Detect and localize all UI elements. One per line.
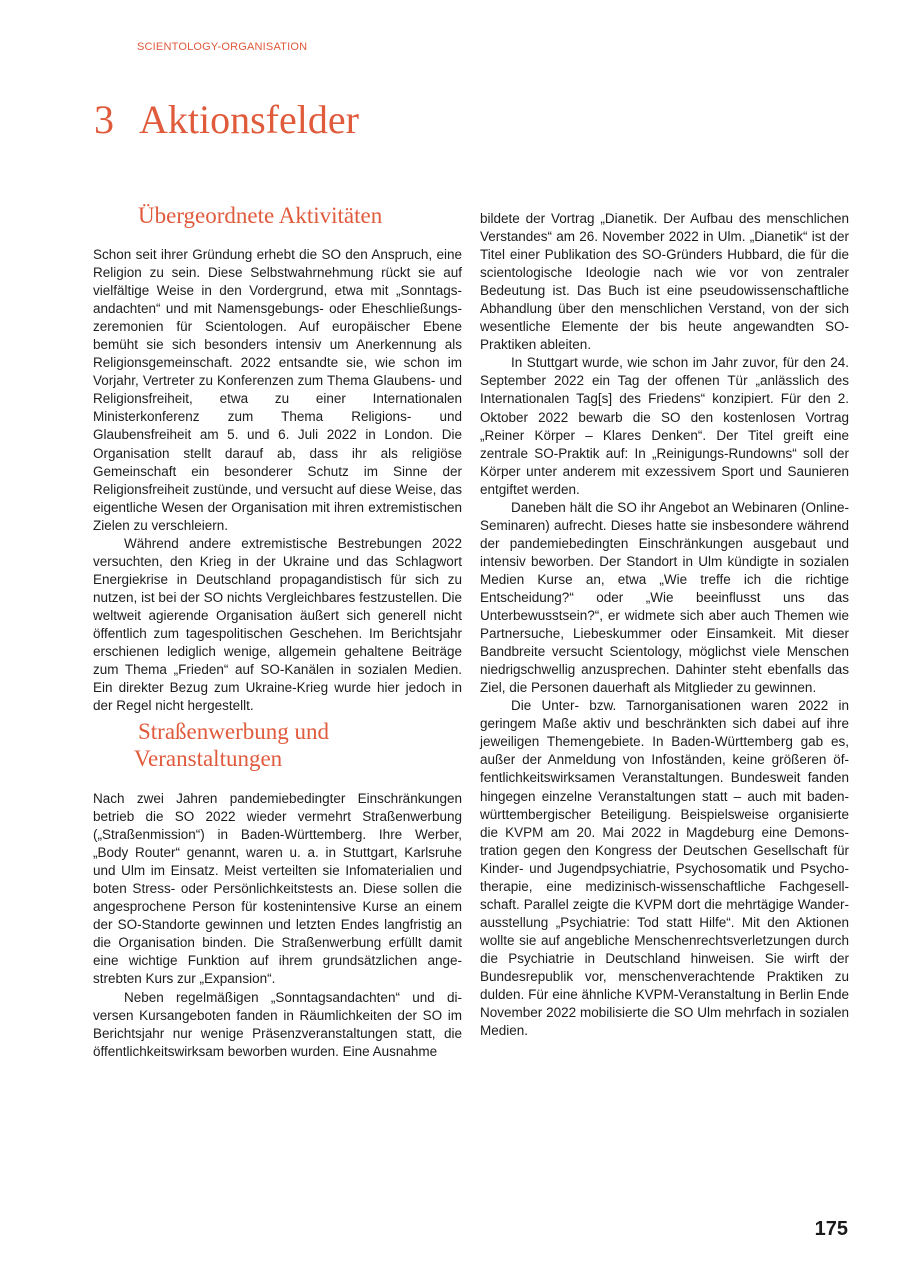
paragraph-group-left-2 (93, 790, 462, 1061)
chapter-number: 3 (94, 97, 114, 142)
paragraph: In Stuttgart wurde, wie schon im Jahr zuvor, für den 24. September 2022 ein Tag der offenen Tür „anlässlich des Internationalen Tag[s] des Friedens“ konzipiert. Für den 2. Oktober 2022 bewarb die SO den kostenlosen Vortrag „Reiner Körper – Klares Denken“. Der Titel greift eine zentrale SO-Praktik auf: In „Reinigungs-Rundowns“ soll der Körper unter anderem mit exzessivem Sport und Saunieren entgiftet werden. (480, 355, 849, 497)
paragraph: Schon seit ihrer Gründung erhebt die SO den Anspruch, eine Religion zu sein. Diese Selbstwahrnehmung rückt sie auf vielfältige Weise in den Vordergrund, etwa mit „Sonntagsandachten“ und mit Namensgebungs- oder Eheschließungszeremonien für Scientologen. Auf europäischer Ebene bemüht sie sich besonders intensiv um Anerkennung als Religionsgemeinschaft. 2022 entsandte sie, wie schon im Vorjahr, Vertreter zu Konferenzen zum Thema Glaubens- und Religionsfreiheit, etwa zu einer Internationalen Ministerkonferenz zum Thema Religions- und Glaubensfreiheit am 5. und 6. Juli 2022 in London. Die Organisation stellt darauf ab, dass ihr als religiöse Gemeinschaft ein besonderer Schutz im Sinne der Religionsfreiheit zustünde, und versucht auf diese Weise, das eigentliche Wesen der Organisation mit ihren extremistischen Zielen zu verschleiern. (93, 247, 462, 533)
paragraph: Nach zwei Jahren pandemiebedingter Einschränkungen betrieb die SO 2022 wieder vermehrt Straßenwerbung („Straßenmission“) in Baden-Württemberg. Ihre Werber, „Body Router“ genannt, waren u. a. in Stuttgart, Karlsruhe und Ulm im Einsatz. Meist verteilten sie Infomaterialien und boten Stress- oder Persönlichkeitstests an. Diese sollen die angesprochene Person für kostenintensive Kurse an einem der SO-Standorte gewinnen und letzten Endes langfristig an die Organisation binden. Die Straßenwerbung erfüllt damit eine wichtige Funktion auf ihrem grundsätzlichen angestrebten Kurs zur „Expansion“. (93, 791, 462, 987)
section-heading-line-2: Veranstaltungen (134, 746, 283, 771)
page-number: 175 (814, 1218, 848, 1240)
paragraph-group-right (480, 210, 849, 1040)
section-heading-line-1: Straßenwerbung und (138, 719, 329, 744)
section-heading-overarching-activities: Übergeordnete Aktivitäten (138, 203, 383, 228)
paragraph: Neben regelmäßigen „Sonntagsandachten“ und diversen Kursangeboten fanden in Räumlichkeiten der SO im Berichtsjahr nur wenige Präsenzveranstaltungen statt, die öffentlichkeitswirksam beworben wurden. Eine Ausnahme (93, 989, 462, 1059)
paragraph: Daneben hält die SO ihr Angebot an Webinaren (Online-Seminaren) aufrecht. Dieses hatte sie insbesondere während der pandemiebedingten Einschränkungen ausgebaut und intensiv beworben. Der Standort in Ulm kündigte in sozialen Medien Kurse an, etwa „Wie treffe ich die richtige Entscheidung?“ oder „Wie beeinflusst uns das Unterbewusstsein?“, er widmete sich aber auch Themen wie Partnersuche, Liebeskummer oder Einsamkeit. Mit dieser Bandbreite versucht Scientology, möglichst viele Menschen niedrigschwellig anzusprechen. Dahinter steht ebenfalls das Ziel, die Personen dauerhaft als Mitglieder zu gewinnen. (480, 499, 849, 696)
paragraph: Die Unter- bzw. Tarnorganisationen waren 2022 in geringem Maße aktiv und beschränkten sich dabei auf ihre jeweiligen Themengebiete. In Baden-Württemberg gab es, außer der Anmeldung von Infoständen, keine größeren öffentlichkeitswirksamen Veranstaltungen. Bundesweit fanden hingegen einzelne Veranstaltungen statt – auch mit baden-württembergischer Beteiligung. Beispielsweise organisierte die KVPM am 20. Mai 2022 in Magdeburg eine Demonstration gegen den Kongress der Deutschen Gesellschaft für Kinder- und Jugendpsychiatrie, Psychosomatik und Psychotherapie, eine medizinisch-wissenschaftliche Fachgesellschaft. Parallel zeigte die KVPM dort die mehrtägige Wanderausstellung „Psychiatrie: Tod statt Hilfe“. Mit den Aktionen wollte sie auf angebliche Menschenrechtsverletzungen durch die Psychiatrie in Deutschland hinweisen. Sie wirft der Bundesrepublik vor, menschenverachtende Praktiken zu dulden. Für eine ähnliche KVPM-Veranstaltung in Berlin Ende November 2022 mobilisierte die SO Ulm mehrfach in sozialen Medien. (480, 698, 849, 1039)
paragraph: bildete der Vortrag „Dianetik. Der Aufbau des menschlichen Verstandes“ am 26. November 2022 in Ulm. „Dianetik“ ist der Titel einer Publikation des SO-Gründers Hubbard, die für die scientologische Ideologie nach wie vor von zentraler Bedeutung ist. Das Buch ist eine pseudowissenschaftliche Abhandlung über den menschlichen Verstand, von der sich wesentliche Elemente der bis heute angewandten SO-Praktiken ableiten. (480, 211, 849, 353)
chapter-heading (94, 96, 359, 144)
section-heading-street-advertising (134, 718, 329, 772)
running-head: SCIENTOLOGY-ORGANISATION (137, 41, 308, 53)
paragraph-group-left-1 (93, 246, 462, 715)
paragraph: Während andere extremistische Bestrebungen 2022 versuchten, den Krieg in der Ukraine und das Schlagwort Energiekrise in Deutschland propagandistisch für sich zu nutzen, ist bei der SO nichts Vergleichbares festzustellen. Die weltweit agierende Organisation äußert sich generell nicht öffentlich zum tagespolitischen Geschehen. Im Berichtsjahr erschienen lediglich wenige, allgemein gehaltene Beiträge zum Thema „Frieden“ auf SO-Kanälen in sozialen Medien. Ein direkter Bezug zum Ukraine-Krieg wurde hier jedoch in der Regel nicht hergestellt. (93, 535, 462, 714)
chapter-title: Aktionsfelder (139, 97, 359, 142)
